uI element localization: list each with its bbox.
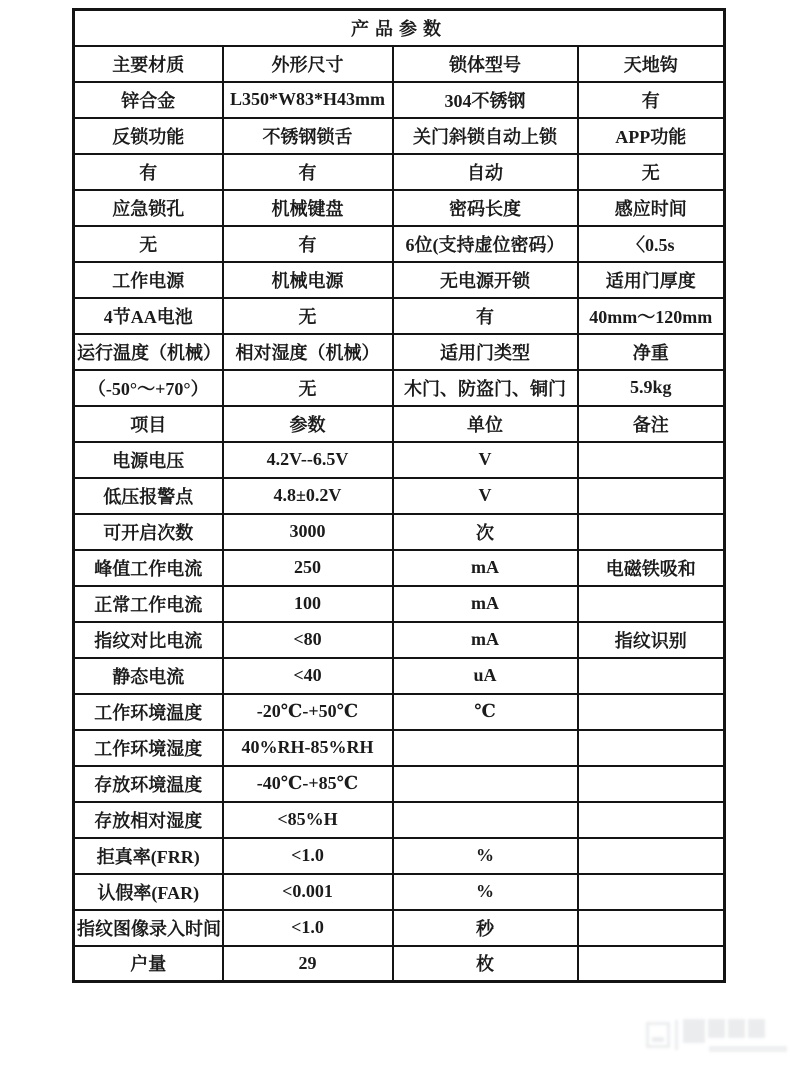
spec-cell <box>578 478 725 514</box>
watermark-text-blocks <box>683 1019 787 1052</box>
spec-cell: mA <box>393 622 578 658</box>
spec-cell: 适用门厚度 <box>578 262 725 298</box>
spec-cell: APP功能 <box>578 118 725 154</box>
table-row <box>74 226 725 262</box>
table-row <box>74 910 725 946</box>
spec-cell: 关门斜锁自动上锁 <box>393 118 578 154</box>
spec-cell: 存放环境温度 <box>74 766 223 802</box>
table-row <box>74 478 725 514</box>
spec-cell <box>578 802 725 838</box>
table-row <box>74 586 725 622</box>
spec-cell: <0.001 <box>223 874 393 910</box>
spec-cell: 存放相对湿度 <box>74 802 223 838</box>
spec-cell: 工作环境温度 <box>74 694 223 730</box>
spec-cell: L350*W83*H43mm <box>223 82 393 118</box>
spec-cell: （-50°～+70°） <box>74 370 223 406</box>
spec-cell: V <box>393 478 578 514</box>
spec-cell: 密码长度 <box>393 190 578 226</box>
spec-cell: 参数 <box>223 406 393 442</box>
spec-cell <box>393 730 578 766</box>
spec-cell: 指纹图像录入时间 <box>74 910 223 946</box>
spec-cell: 秒 <box>393 910 578 946</box>
spec-cell: 项目 <box>74 406 223 442</box>
spec-cell: 无 <box>578 154 725 190</box>
table-row <box>74 154 725 190</box>
spec-cell <box>578 874 725 910</box>
spec-cell <box>578 766 725 802</box>
spec-cell: <80 <box>223 622 393 658</box>
spec-cell: 静态电流 <box>74 658 223 694</box>
spec-cell: 不锈钢锁舌 <box>223 118 393 154</box>
spec-cell: 反锁功能 <box>74 118 223 154</box>
table-row <box>74 658 725 694</box>
spec-cell: 〈0.5s <box>578 226 725 262</box>
watermark-logo <box>646 1012 794 1058</box>
spec-cell: 木门、防盗门、铜门 <box>393 370 578 406</box>
spec-cell: 无 <box>74 226 223 262</box>
spec-cell: 低压报警点 <box>74 478 223 514</box>
spec-cell: 29 <box>223 946 393 982</box>
spec-cell: 户量 <box>74 946 223 982</box>
table-row <box>74 406 725 442</box>
spec-cell: % <box>393 838 578 874</box>
spec-cell <box>393 802 578 838</box>
spec-cell: 外形尺寸 <box>223 46 393 82</box>
spec-cell: 峰值工作电流 <box>74 550 223 586</box>
spec-cell: 可开启次数 <box>74 514 223 550</box>
spec-cell: 相对湿度（机械） <box>223 334 393 370</box>
spec-cell: 单位 <box>393 406 578 442</box>
spec-cell: 40%RH-85%RH <box>223 730 393 766</box>
spec-cell: ℃ <box>393 694 578 730</box>
spec-cell: 运行温度（机械） <box>74 334 223 370</box>
spec-cell: 净重 <box>578 334 725 370</box>
spec-cell: mA <box>393 586 578 622</box>
spec-cell: V <box>393 442 578 478</box>
watermark-icon <box>646 1022 670 1048</box>
spec-cell: -20℃-+50℃ <box>223 694 393 730</box>
spec-cell: 有 <box>74 154 223 190</box>
spec-cell: <1.0 <box>223 838 393 874</box>
page-title: 产品参数 <box>74 10 725 46</box>
spec-cell: 250 <box>223 550 393 586</box>
spec-cell: 主要材质 <box>74 46 223 82</box>
table-row <box>74 370 725 406</box>
table-row <box>74 766 725 802</box>
spec-cell: 应急锁孔 <box>74 190 223 226</box>
spec-cell: 无 <box>223 298 393 334</box>
spec-cell: 6位(支持虚位密码） <box>393 226 578 262</box>
spec-cell: <1.0 <box>223 910 393 946</box>
spec-cell: 正常工作电流 <box>74 586 223 622</box>
spec-cell: 机械键盘 <box>223 190 393 226</box>
spec-cell: 电源电压 <box>74 442 223 478</box>
spec-cell: 3000 <box>223 514 393 550</box>
table-row <box>74 946 725 982</box>
table-title-row <box>74 10 725 46</box>
spec-cell: 有 <box>223 226 393 262</box>
spec-cell: 有 <box>393 298 578 334</box>
table-row <box>74 622 725 658</box>
spec-cell: 有 <box>223 154 393 190</box>
table-row <box>74 802 725 838</box>
spec-cell: -40℃-+85℃ <box>223 766 393 802</box>
spec-cell: 304不锈钢 <box>393 82 578 118</box>
spec-cell: 40mm～120mm <box>578 298 725 334</box>
table-row <box>74 838 725 874</box>
spec-cell: 锌合金 <box>74 82 223 118</box>
spec-cell: uA <box>393 658 578 694</box>
spec-cell: 适用门类型 <box>393 334 578 370</box>
spec-cell: 5.9kg <box>578 370 725 406</box>
spec-cell: 100 <box>223 586 393 622</box>
spec-cell: 机械电源 <box>223 262 393 298</box>
table-row <box>74 190 725 226</box>
spec-cell <box>578 514 725 550</box>
table-row <box>74 46 725 82</box>
table-row <box>74 118 725 154</box>
spec-cell <box>393 766 578 802</box>
watermark-divider <box>675 1020 678 1050</box>
spec-cell: 4.2V--6.5V <box>223 442 393 478</box>
spec-cell: 自动 <box>393 154 578 190</box>
spec-cell: 4.8±0.2V <box>223 478 393 514</box>
spec-cell: 工作电源 <box>74 262 223 298</box>
spec-cell: 指纹对比电流 <box>74 622 223 658</box>
table-row <box>74 730 725 766</box>
product-spec-table <box>72 8 726 983</box>
table-row <box>74 514 725 550</box>
table-row <box>74 262 725 298</box>
spec-cell: 无电源开锁 <box>393 262 578 298</box>
table-row <box>74 550 725 586</box>
spec-cell: 锁体型号 <box>393 46 578 82</box>
spec-cell: 电磁铁吸和 <box>578 550 725 586</box>
spec-cell: 认假率(FAR) <box>74 874 223 910</box>
spec-cell <box>578 838 725 874</box>
spec-cell: 有 <box>578 82 725 118</box>
spec-cell: 拒真率(FRR) <box>74 838 223 874</box>
spec-cell: 无 <box>223 370 393 406</box>
table-row <box>74 82 725 118</box>
spec-cell: 感应时间 <box>578 190 725 226</box>
spec-cell <box>578 442 725 478</box>
table-row <box>74 442 725 478</box>
spec-cell: 备注 <box>578 406 725 442</box>
spec-cell: 枚 <box>393 946 578 982</box>
spec-cell: 指纹识别 <box>578 622 725 658</box>
spec-cell <box>578 694 725 730</box>
spec-cell <box>578 730 725 766</box>
table-row <box>74 298 725 334</box>
table-row <box>74 874 725 910</box>
spec-cell <box>578 946 725 982</box>
spec-cell: mA <box>393 550 578 586</box>
spec-cell: <85%H <box>223 802 393 838</box>
spec-cell: 4节AA电池 <box>74 298 223 334</box>
spec-cell: <40 <box>223 658 393 694</box>
table-row <box>74 334 725 370</box>
spec-cell <box>578 658 725 694</box>
spec-cell <box>578 910 725 946</box>
spec-cell: % <box>393 874 578 910</box>
spec-cell <box>578 586 725 622</box>
spec-cell: 工作环境湿度 <box>74 730 223 766</box>
table-row <box>74 694 725 730</box>
spec-cell: 次 <box>393 514 578 550</box>
spec-cell: 天地钩 <box>578 46 725 82</box>
